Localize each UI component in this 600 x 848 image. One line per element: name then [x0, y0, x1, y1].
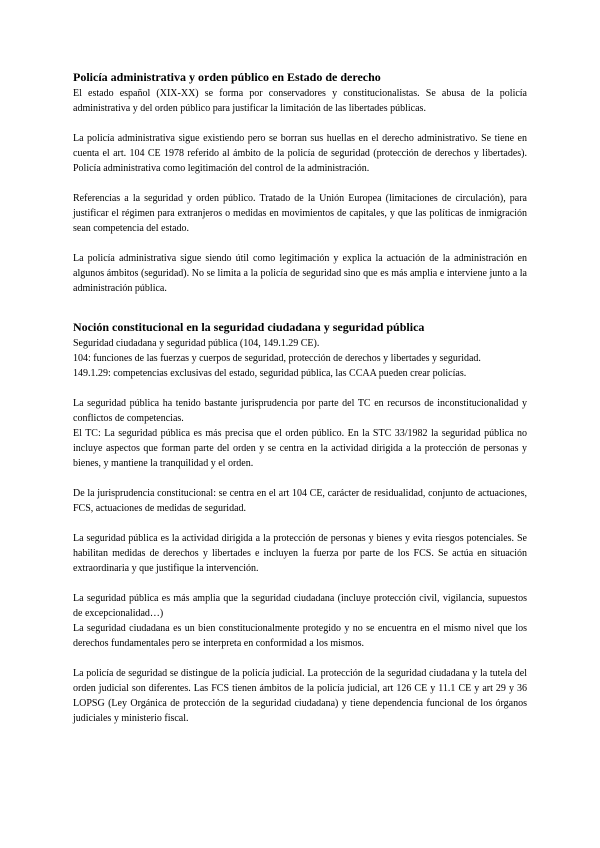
- paragraph: 149.1.29: competencias exclusivas del estado, seguridad pública, las CCAA pueden crear policías.: [73, 368, 467, 379]
- paragraph: 104: funciones de las fuerzas y cuerpos de seguridad, protección de derechos y libertades y seguridad.: [73, 353, 481, 364]
- paragraph: Seguridad ciudadana y seguridad pública (104, 149.1.29 CE).: [73, 338, 320, 349]
- paragraph: De la jurisprudencia constitucional: se centra en el art 104 CE, carácter de residualidad, conjunto de actuaciones, FCS, actuaciones de medidas de seguridad.: [73, 488, 527, 514]
- paragraph: El TC: La seguridad pública es más precisa que el orden público. En la STC 33/1982 la seguridad pública no incluye aspectos que forman parte del orden y se centra en la actividad dirigida a la protección de personas y bienes, y mantiene la tranquilidad y el orden.: [73, 428, 527, 469]
- paragraph: La seguridad pública ha tenido bastante jurisprudencia por parte del TC en recursos de inconstitucionalidad y conflictos de competencias.: [73, 398, 527, 424]
- paragraph: Referencias a la seguridad y orden público. Tratado de la Unión Europea (limitaciones de circulación), para justificar el régimen para extranjeros o medidas en movimientos de capitales, y que las políticas de inmigración sean competencia del estado.: [73, 193, 527, 234]
- section-policia-administrativa: [73, 70, 527, 296]
- paragraph: La policía administrativa sigue siendo útil como legitimación y explica la actuación de la administración en algunos ámbitos (seguridad). No se limita a la policía de seguridad sino que es más amplia e interviene junto a la administración pública.: [73, 253, 527, 294]
- paragraph: La policía administrativa sigue existiendo pero se borran sus huellas en el derecho administrativo. Se tiene en cuenta el art. 104 CE 1978 referido al ámbito de la policía de seguridad (protección de derechos y libertades). Policía administrativa como legitimación del control de la administración.: [73, 133, 527, 174]
- section-nocion-constitucional: [73, 320, 527, 726]
- section-heading: Policía administrativa y orden público en Estado de derecho: [73, 70, 381, 84]
- section-heading: Noción constitucional en la seguridad ciudadana y seguridad pública: [73, 320, 425, 334]
- paragraph: La seguridad pública es la actividad dirigida a la protección de personas y bienes y evita riesgos potenciales. Se habilitan medidas de derechos y libertades e incluyen la fuerza por parte de los FCS. Se actúa en situación extraordinaria y que justifique la intervención.: [73, 533, 527, 574]
- paragraph: La seguridad ciudadana es un bien constitucionalmente protegido y no se encuentra en el mismo nivel que los derechos fundamentales pero se interpreta en conformidad a los mismos.: [73, 623, 527, 649]
- paragraph: La policía de seguridad se distingue de la policía judicial. La protección de la seguridad ciudadana y la tutela del orden judicial son diferentes. Las FCS tienen ámbitos de la policía judicial, art 126 CE y 11.1 CE y art 29 y 36 LOPSG (Ley Orgánica de protección de la seguridad ciudadana) y tiene dependencia funcional de los órganos judiciales y ministerio fiscal.: [73, 668, 527, 724]
- paragraph: La seguridad pública es más amplia que la seguridad ciudadana (incluye protección civil, vigilancia, supuestos de excepcionalidad…): [73, 593, 527, 619]
- paragraph: El estado español (XIX-XX) se forma por conservadores y constitucionalistas. Se abusa de la policía administrativa y del orden público para justificar la limitación de las libertades públicas.: [73, 88, 527, 114]
